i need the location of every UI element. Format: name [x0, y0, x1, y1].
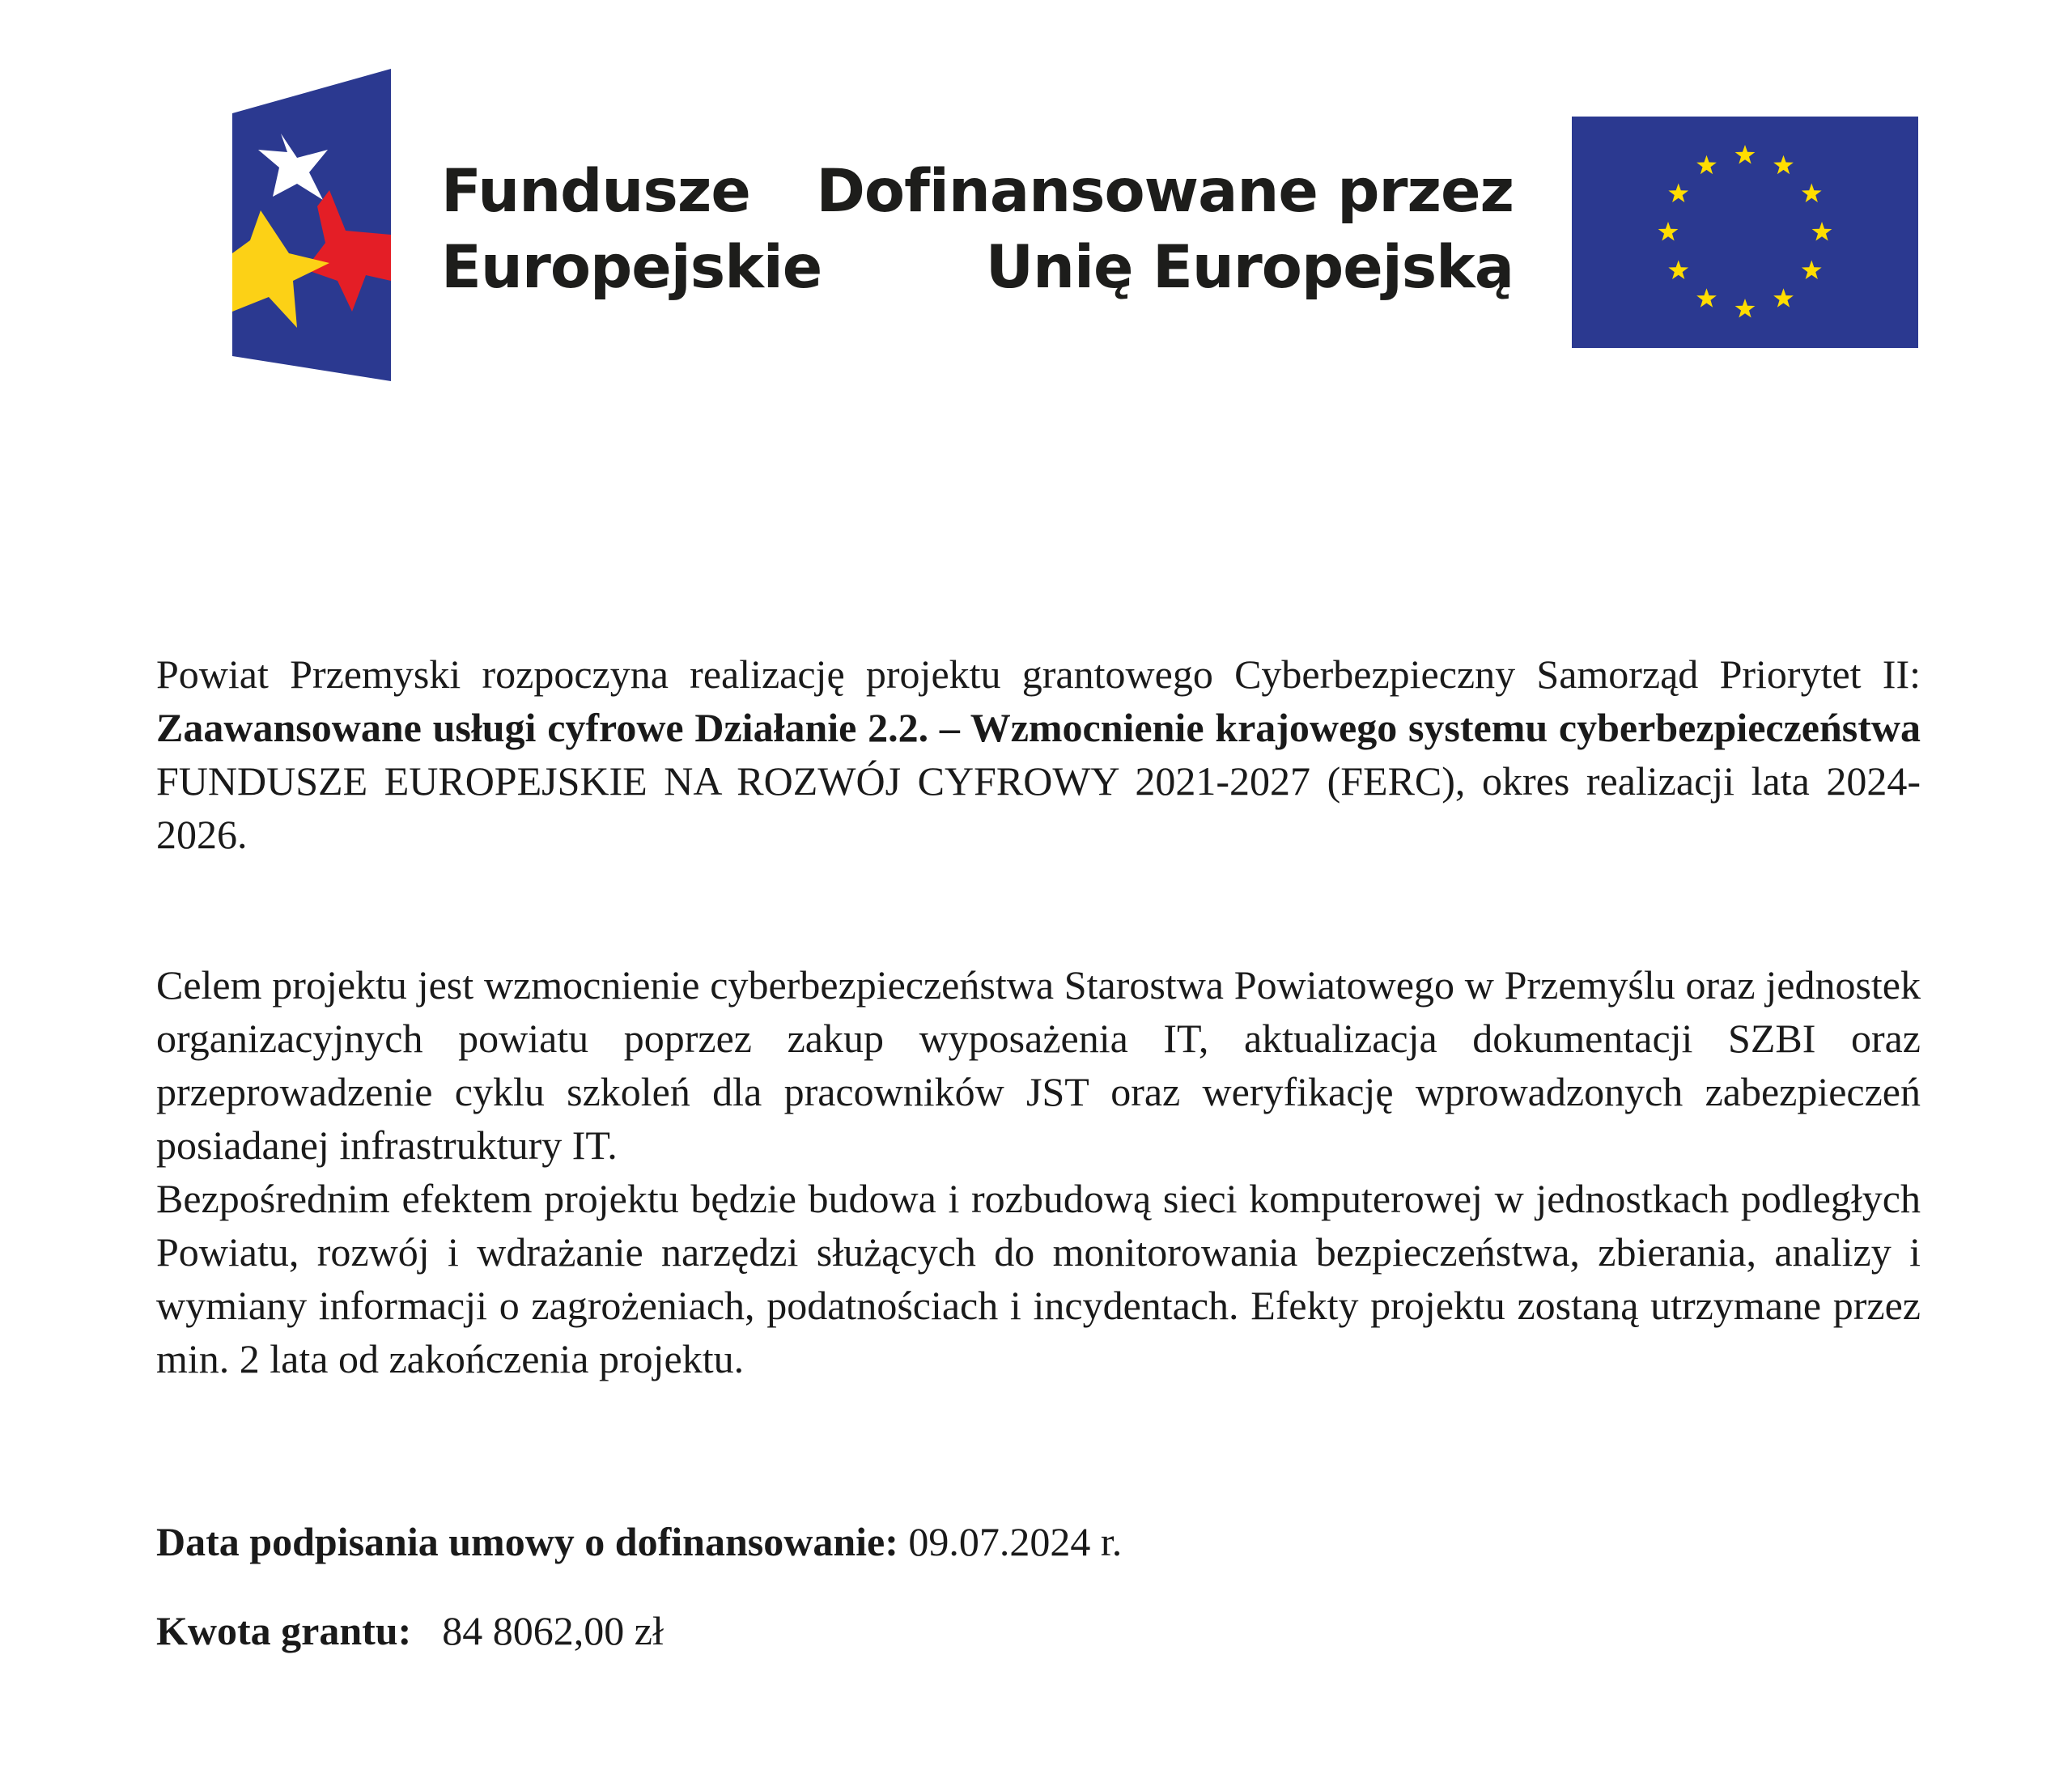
eu-line2: Unię Europejską [985, 233, 1514, 302]
intro-tail-text: FUNDUSZE EUROPEJSKIE NA ROZWÓJ CYFROWY 2021-2027 (FERC), okres realizacji lata 2024-2026. [156, 758, 1921, 857]
signing-date-label: Data podpisania umowy o dofinansowanie: [156, 1519, 898, 1564]
signing-date-value: 09.07.2024 r. [898, 1519, 1123, 1564]
fundusze-europejskie-wordmark [441, 154, 822, 306]
project-meta [156, 1515, 1921, 1657]
eu-cofinanced-wordmark [816, 154, 1514, 306]
logo-bar [0, 0, 2072, 388]
intro-bold-text: Zaawansowane usługi cyfrowe Działanie 2.2. – Wzmocnienie krajowego systemu cyberbezpieczeństwa [156, 705, 1921, 750]
fundusze-europejskie-logo-icon [232, 69, 391, 381]
grant-amount-value: 84 8062,00 zł [442, 1608, 664, 1653]
fe-line2: Europejskie [441, 233, 822, 302]
intro-lead-text: Powiat Przemyski rozpoczyna realizację projektu grantowego Cyberbezpieczny Samorząd Priorytet II: [156, 651, 1921, 697]
signing-date-row [156, 1515, 1921, 1568]
paragraph-project-goal: Celem projektu jest wzmocnienie cyberbezpieczeństwa Starostwa Powiatowego w Przemyślu oraz jednostek organizacyjnych powiatu poprzez zakup wyposażenia IT, aktualizacja dokumentacji SZBI oraz przeprowadzenie cyklu szkoleń dla pracowników JST oraz weryfikację wprowadzonych zabezpieczeń posiadanej infrastruktury IT. [156, 962, 1921, 1168]
eu-line1: Dofinansowane przez [816, 157, 1514, 226]
grant-amount-row [156, 1604, 1921, 1657]
eu-flag-icon [1572, 117, 1918, 348]
fe-line1: Fundusze [441, 157, 750, 226]
paragraph-project-effects: Bezpośrednim efektem projektu będzie budowa i rozbudową sieci komputerowej w jednostkach podległych Powiatu, rozwój i wdrażanie narzędzi służących do monitorowania bezpieczeństwa, zbierania, analizy i wymiany informacji o zagrożeniach, podatnościach i incydentach. Efekty projektu zostaną utrzymane przez min. 2 lata od zakończenia projektu. [156, 1176, 1921, 1381]
document-body [156, 647, 1921, 1385]
paragraph-project-intro [156, 647, 1921, 861]
grant-amount-label: Kwota grantu: [156, 1608, 412, 1653]
